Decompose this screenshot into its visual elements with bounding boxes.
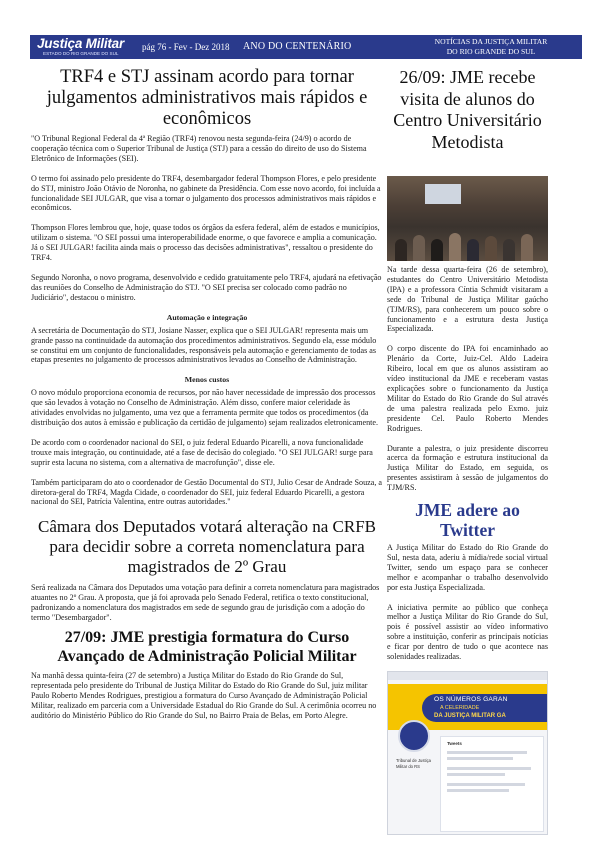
- article1-paragraph: Segundo Noronha, o novo programa, desenvolvido e cedido gratuitamente pelo TRF4, ajudará na efetivação das reuniões do Conselho de Administração do STJ. "O SEI precisa ser colocado como padrão no Judiciário", destacou o ministro.: [31, 272, 382, 302]
- article1-paragraph: Thompson Flores lembrou que, hoje, quase todos os órgãos da esfera federal, além de estados e municípios, utilizam o sistema. "O SEI possui uma interoperabilidade enorme, o que favorece e amplia a comunicação. Já o SEI JULGAR! facilita ainda mais o processo das decisões administrativas", ressaltou o presidente do TRF4.: [31, 223, 380, 263]
- side2-paragraph: A Justiça Militar do Estado do Rio Grande do Sul, nesta data, aderiu à mídia/rede social virtual Twitter, sendo um espaço para se conhecer melhor e acompanhar o trabalho desenvolvido por esta Justiça Especializada.: [387, 543, 548, 592]
- audience-member: [395, 239, 407, 261]
- side1-paragraph: Durante a palestra, o juiz presidente discorreu acerca da formação e estrutura institucional da Justiça Militar do Estado, em seguida, os presentes assistiram à sessão de julgamentos do TJM/RS.: [387, 443, 548, 493]
- tjm-seal-icon: [398, 720, 430, 752]
- article2-title: Câmara dos Deputados votará alteração na CRFB para decidir sobre a correta nomenclatura para magistrados de 2º Grau: [37, 517, 376, 577]
- feed-label: Tweets: [447, 741, 462, 746]
- page-header: [30, 35, 582, 59]
- logo-title: Justiça Militar: [37, 36, 125, 51]
- justica-militar-logo: [34, 36, 136, 58]
- banner-line-3: DA JUSTIÇA MILITAR GA: [434, 713, 506, 719]
- article1-paragraph: "O Tribunal Regional Federal da 4ª Região (TRF4) renovou nesta segunda-feira (24/9) o acordo de cooperação técnica com o Superior Tribunal de Justiça (STJ) para a cessão do direito de uso do Sistema Eletrônico de Informações (SEI).: [31, 134, 367, 163]
- feed-line: [447, 783, 525, 786]
- banner-line-1: OS NÚMEROS GARAN: [434, 696, 508, 703]
- side1-paragraph: O corpo discente do IPA foi encaminhado ao Plenário da Corte, Juiz-Cel. Aldo Ladeira Ribeiro, local em que os alunos assistiram ao vídeo institucional da JME e receberam vastas explicações sobre o funcionamento da Justiça Militar do Estado do Rio Grande do Sul através de uma palestra realizada pelo Exmo. juiz presidente Cel. Paulo Roberto Mendes Rodrigues.: [387, 344, 548, 433]
- article1-paragraph: A secretária de Documentação do STJ, Josiane Nasser, explica que o SEI JULGAR! representa mais um grande passo na continuidade da automação dos procedimentos administrativos. Segundo ela, esse módulo se constitui em um conjunto de funcionalidades, responsáveis pela automação e gerenciamento de todas as etapas presentes no julgamento de processos administrativos levados ao Conselho de Administração.: [31, 325, 377, 365]
- article1-paragraph: O termo foi assinado pelo presidente do TRF4, desembargador federal Thompson Flores, e pelo presidente do STJ, ministro João Otávio de Noronha, no gabinete da Presidência. Com esse novo acordo, foi incluída a funcionalidade SEI JULGAR, que visa a tornar o julgamento dos processos administrativos mais rápidos e econômicos.: [31, 173, 381, 213]
- feed-line: [447, 789, 509, 792]
- feed-line: [447, 751, 527, 754]
- side1-paragraph: Na tarde dessa quarta-feira (26 de setembro), estudantes do Centro Universitário Metodista (IPA) e a professora Cíntia Schmidt visitaram a sede do Tribunal de Justiça Militar gaúcho (TJM/RS), para conhecerem um pouco sobre o funcionamento e a estrutura desta Justiça Especializada.: [387, 265, 548, 334]
- page-info: pág 76 - Fev - Dez 2018: [142, 42, 230, 52]
- article1-paragraph: De acordo com o coordenador nacional do SEI, o juiz federal Eduardo Picarelli, a nova funcionalidade trouxe mais integração, ou continuidade, até a fase de decisão do colegiado. "O SEI JULGAR! surge para suprir esta lacuna no sistema, com a alternativa de macrofunção", disse ele.: [31, 437, 373, 467]
- twitter-profile-screenshot: [387, 671, 548, 835]
- article3-paragraph: Na manhã dessa quinta-feira (27 de setembro) a Justiça Militar do Estado do Rio Grande do Sul, representada pelo presidente do Tribunal de Justiça Militar do Estado do Rio Grande do Sul, juiz militar Paulo Roberto Mendes Rodrigues, prestigiou a formatura do Curso Avançado de Administração Policial Militar, realizado em parceria com a Universidade Estadual do Rio Grande do Sul. A cerimônia ocorreu no auditório do Ministério Público do Rio Grande do Sul, no Bairro Praia de Belas, em Porto Alegre.: [31, 671, 377, 720]
- feed-line: [447, 757, 513, 760]
- article1-subhead: Automação e integração: [166, 312, 248, 322]
- audience-member: [431, 239, 443, 261]
- article1-title: TRF4 e STJ assinam acordo para tornar julgamentos administrativos mais rápidos e econômicos: [46, 67, 368, 129]
- side2-paragraph: A iniciativa permite ao público que conheça melhor a Justiça Militar do Rio Grande do Sul, pois é possível assistir ao vídeo informativo sobre a instituição, conferir as principais notícias e ficar por dentro de tudo o que acontece nas solenidades realizadas.: [387, 602, 548, 662]
- audience-member: [467, 239, 479, 261]
- student-visit-photo: [387, 176, 548, 261]
- projection-screen: [425, 184, 461, 204]
- feed-line: [447, 767, 531, 770]
- article2-paragraph: Será realizada na Câmara dos Deputados uma votação para definir a correta nomenclatura para magistrados atuantes no 2º Grau. A proposta, que já foi aprovada pelo Senado Federal, retifica o texto constitucional, padronizando a nomenclatura dos magistrados em sede de segundo grau de jurisdição com a adoção do termo "Desembargador".: [31, 583, 380, 623]
- feed-line: [447, 773, 505, 776]
- profile-name: Tribunal de Justiça Militar do RS: [396, 758, 431, 769]
- banner-line-2: A CELERIDADE: [440, 705, 480, 711]
- main-column: [31, 67, 383, 721]
- section-line-2: DO RIO GRANDE DO SUL: [446, 46, 536, 56]
- logo-subtitle: ESTADO DO RIO GRANDE DO SUL: [43, 51, 119, 56]
- side1-body: [387, 265, 548, 662]
- article1-paragraph: Também participaram do ato o coordenador de Gestão Documental do STJ, Julio Cesar de Andrade Souza, a diretora-geral do TRF4, Magda Cidade, o coordenador do SEI, juiz federal Eduardo Picarelli, a gestora nacional do SEI, Patrícia Valentina, entre outras autoridades.": [31, 477, 382, 507]
- side1-title: 26/09: JME recebe visita de alunos do Centro Universitário Metodista: [393, 67, 542, 152]
- section-label: [406, 37, 576, 56]
- browser-bar: [388, 672, 547, 680]
- article3-title: 27/09: JME prestigia formatura do Curso Avançado de Administração Policial Militar: [57, 629, 357, 665]
- side2-title: JME adere ao Twitter: [415, 500, 520, 541]
- article1-paragraph: O novo módulo proporciona economia de recursos, por não haver necessidade de impressão dos processos que são levados à votação no Conselho de Administração. Além disso, confere maior celeridade às atividades envolvidas no julgamento, uma vez que a ferramenta permite que todos os procedimentos (da distribuição dos autos à emissão e publicação da certidão de julgamento) sejam realizados eletronicamente.: [31, 388, 378, 428]
- tweet-feed: [440, 736, 544, 832]
- year-label: ANO DO CENTENÁRIO: [243, 41, 352, 52]
- section-line-1: NOTÍCIAS DA JUSTIÇA MILITAR: [434, 37, 548, 46]
- audience-member: [449, 233, 461, 261]
- article1-subhead: Menos custos: [184, 375, 230, 385]
- audience-member: [503, 239, 515, 261]
- audience-member: [485, 236, 497, 261]
- audience-member: [521, 234, 533, 261]
- side-column: [387, 67, 548, 153]
- audience-member: [413, 235, 425, 261]
